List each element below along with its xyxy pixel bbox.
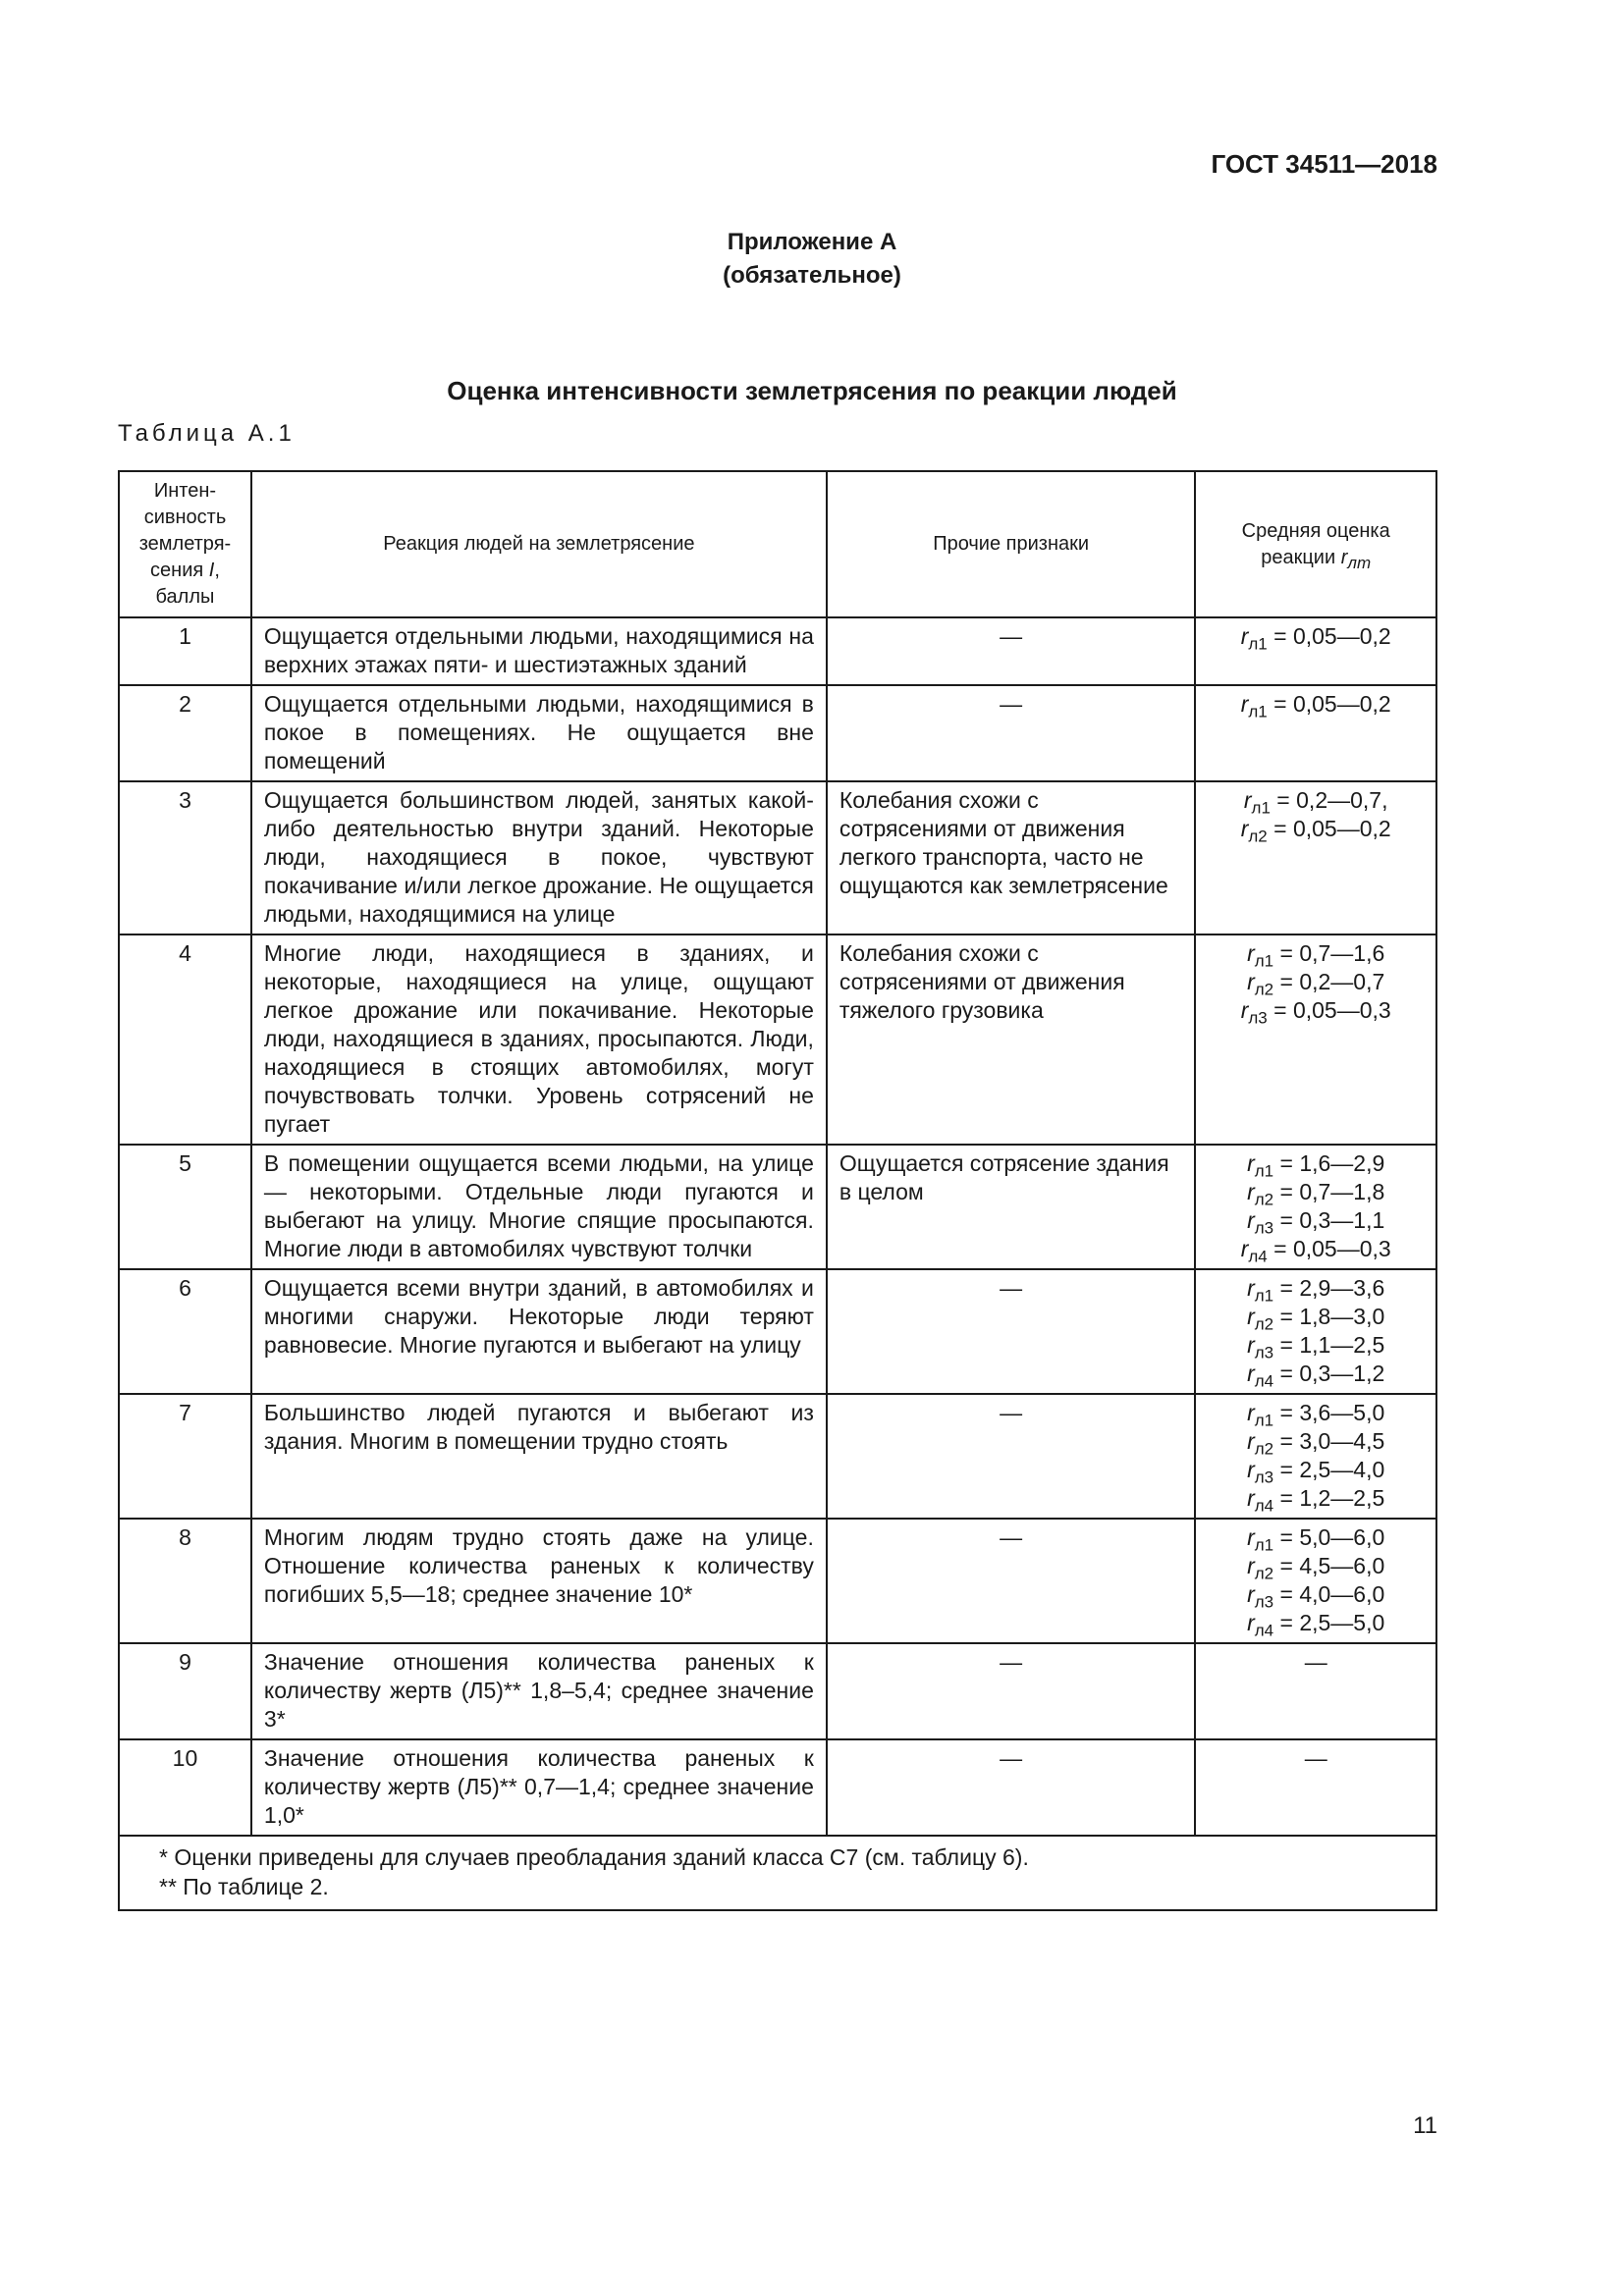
estimate-line: $r_{л1}$ = 0,05—0,2 bbox=[1240, 691, 1391, 721]
reaction-estimate bbox=[1195, 1145, 1436, 1269]
estimate-line: $r_{л1}$ = 5,0—6,0 bbox=[1247, 1524, 1385, 1555]
reaction-text: Ощущается отдельными людьми, находящимися в покое в помещениях. Не ощущается вне помещений bbox=[251, 685, 827, 781]
estimate-line: $r_{л3}$ = 1,1—2,5 bbox=[1247, 1332, 1385, 1362]
table-row bbox=[119, 1739, 1436, 1836]
reaction-text: Большинство людей пугаются и выбегают из здания. Многим в помещении трудно стоять bbox=[251, 1394, 827, 1519]
appendix-title: Приложение А bbox=[727, 229, 897, 255]
reaction-text: Многим людям трудно стоять даже на улице. Отношение количества раненых к количеству погибших 5,5—18; среднее значение 10* bbox=[251, 1519, 827, 1643]
page-number: 11 bbox=[1413, 2112, 1437, 2139]
estimate-line: $r_{л3}$ = 0,3—1,1 bbox=[1247, 1207, 1385, 1238]
reaction-text: Ощущается всеми внутри зданий, в автомобилях и многими снаружи. Некоторые люди теряют равновесие. Многие пугаются и выбегают на улицу bbox=[251, 1269, 827, 1394]
estimate-line: $r_{л4}$ = 0,05—0,3 bbox=[1240, 1236, 1391, 1266]
section-title: Оценка интенсивности землетрясения по реакции людей bbox=[447, 376, 1177, 405]
standard-number: ГОСТ 34511—2018 bbox=[1211, 149, 1437, 179]
footnote: * Оценки приведены для случаев преобладания зданий класса С7 (см. таблицу 6). bbox=[159, 1844, 1029, 1870]
reaction-text: В помещении ощущается всеми людьми, на улице — некоторыми. Отдельные люди пугаются и выбегают на улицу. Многие спящие просыпаются. Многие люди в автомобилях чувствуют толчки bbox=[251, 1145, 827, 1269]
intensity-value: 3 bbox=[119, 781, 251, 934]
estimate-line: $r_{л3}$ = 0,05—0,3 bbox=[1240, 997, 1391, 1028]
table-row bbox=[119, 1394, 1436, 1519]
footnote: ** По таблице 2. bbox=[159, 1874, 329, 1899]
table-row bbox=[119, 1145, 1436, 1269]
table-row bbox=[119, 781, 1436, 934]
other-signs: — bbox=[827, 617, 1196, 685]
reaction-text: Ощущается отдельными людьми, находящимися на верхних этажах пяти- и шестиэтажных зданий bbox=[251, 617, 827, 685]
intensity-value: 7 bbox=[119, 1394, 251, 1519]
estimate-line: $r_{л2}$ = 4,5—6,0 bbox=[1247, 1553, 1385, 1583]
table-row bbox=[119, 685, 1436, 781]
other-signs: Ощущается сотрясение здания в целом bbox=[827, 1145, 1196, 1269]
intensity-value: 10 bbox=[119, 1739, 251, 1836]
estimate-line: $r_{л1}$ = 3,6—5,0 bbox=[1247, 1400, 1385, 1430]
table-row bbox=[119, 1643, 1436, 1739]
estimate-line: $r_{л2}$ = 0,7—1,8 bbox=[1247, 1179, 1385, 1209]
header-other: Прочие признаки bbox=[827, 471, 1196, 617]
estimate-line: $r_{л1}$ = 0,7—1,6 bbox=[1247, 940, 1385, 971]
other-signs: — bbox=[827, 1739, 1196, 1836]
reaction-text: Значение отношения количества раненых к количеству жертв (Л5)** 0,7—1,4; среднее значение 1,0* bbox=[251, 1739, 827, 1836]
estimate-line: $r_{л2}$ = 1,8—3,0 bbox=[1247, 1304, 1385, 1334]
reaction-estimate bbox=[1195, 934, 1436, 1145]
header-reaction: Реакция людей на землетрясение bbox=[251, 471, 827, 617]
other-signs: — bbox=[827, 1394, 1196, 1519]
intensity-value: 6 bbox=[119, 1269, 251, 1394]
intensity-value: 9 bbox=[119, 1643, 251, 1739]
estimate-line: $r_{л4}$ = 2,5—5,0 bbox=[1247, 1610, 1385, 1640]
estimate-line: $r_{л1}$ = 2,9—3,6 bbox=[1247, 1275, 1385, 1306]
intensity-value: 2 bbox=[119, 685, 251, 781]
estimate-line: $r_{л4}$ = 0,3—1,2 bbox=[1247, 1361, 1385, 1391]
other-signs: Колебания схожи с сотрясениями от движения тяжелого грузовика bbox=[827, 934, 1196, 1145]
other-signs: — bbox=[827, 685, 1196, 781]
intensity-value: 8 bbox=[119, 1519, 251, 1643]
reaction-text: Значение отношения количества раненых к количеству жертв (Л5)** 1,8–5,4; среднее значение 3* bbox=[251, 1643, 827, 1739]
intensity-value: 1 bbox=[119, 617, 251, 685]
estimate-line: $r_{л1}$ = 0,2—0,7, bbox=[1243, 787, 1388, 818]
other-signs: Колебания схожи с сотрясениями от движения легкого транспорта, часто не ощущаются как землетрясение bbox=[827, 781, 1196, 934]
appendix-heading bbox=[0, 226, 1624, 293]
table-label: Таблица А.1 bbox=[118, 420, 296, 447]
table-footnotes bbox=[119, 1836, 1436, 1910]
reaction-text: Ощущается большинством людей, занятых какой-либо деятельностью внутри зданий. Некоторые люди, находящиеся в покое, чувствуют покачивание и/или легкое дрожание. Не ощущается людьми, находящимися на улице bbox=[251, 781, 827, 934]
other-signs: — bbox=[827, 1643, 1196, 1739]
reaction-estimate bbox=[1195, 685, 1436, 781]
reaction-text: Многие люди, находящиеся в зданиях, и некоторые, находящиеся на улице, ощущают легкое дрожание или покачивание. Некоторые люди, находящиеся в зданиях, просыпаются. Люди, находящиеся в стоящих автомобилях, могут почувствовать толчки. Уровень сотрясений не пугает bbox=[251, 934, 827, 1145]
reaction-estimate: — bbox=[1195, 1643, 1436, 1739]
reaction-estimate bbox=[1195, 781, 1436, 934]
estimate-line: $r_{л4}$ = 1,2—2,5 bbox=[1247, 1485, 1385, 1516]
reaction-estimate: — bbox=[1195, 1739, 1436, 1836]
other-signs: — bbox=[827, 1519, 1196, 1643]
estimate-line: $r_{л3}$ = 2,5—4,0 bbox=[1247, 1457, 1385, 1487]
table-row bbox=[119, 1269, 1436, 1394]
table-row bbox=[119, 1519, 1436, 1643]
table-row bbox=[119, 934, 1436, 1145]
table-header-row bbox=[119, 471, 1436, 617]
header-estimate: Средняя оценка реакции $r_{лm}$ bbox=[1195, 471, 1436, 617]
estimate-line: $r_{л2}$ = 0,05—0,2 bbox=[1240, 816, 1391, 846]
estimate-line: $r_{л1}$ = 0,05—0,2 bbox=[1240, 623, 1391, 654]
intensity-table bbox=[118, 470, 1437, 1911]
estimate-line: $r_{л2}$ = 0,2—0,7 bbox=[1247, 969, 1385, 999]
appendix-status: (обязательное) bbox=[723, 262, 901, 289]
table-row bbox=[119, 617, 1436, 685]
header-intensity: Интен- сивность землетря- сения I, баллы bbox=[119, 471, 251, 617]
intensity-value: 5 bbox=[119, 1145, 251, 1269]
reaction-estimate bbox=[1195, 1394, 1436, 1519]
estimate-line: $r_{л2}$ = 3,0—4,5 bbox=[1247, 1428, 1385, 1459]
estimate-line: $r_{л1}$ = 1,6—2,9 bbox=[1247, 1150, 1385, 1181]
estimate-line: $r_{л3}$ = 4,0—6,0 bbox=[1247, 1581, 1385, 1612]
reaction-estimate bbox=[1195, 1269, 1436, 1394]
reaction-estimate bbox=[1195, 1519, 1436, 1643]
other-signs: — bbox=[827, 1269, 1196, 1394]
intensity-value: 4 bbox=[119, 934, 251, 1145]
reaction-estimate bbox=[1195, 617, 1436, 685]
